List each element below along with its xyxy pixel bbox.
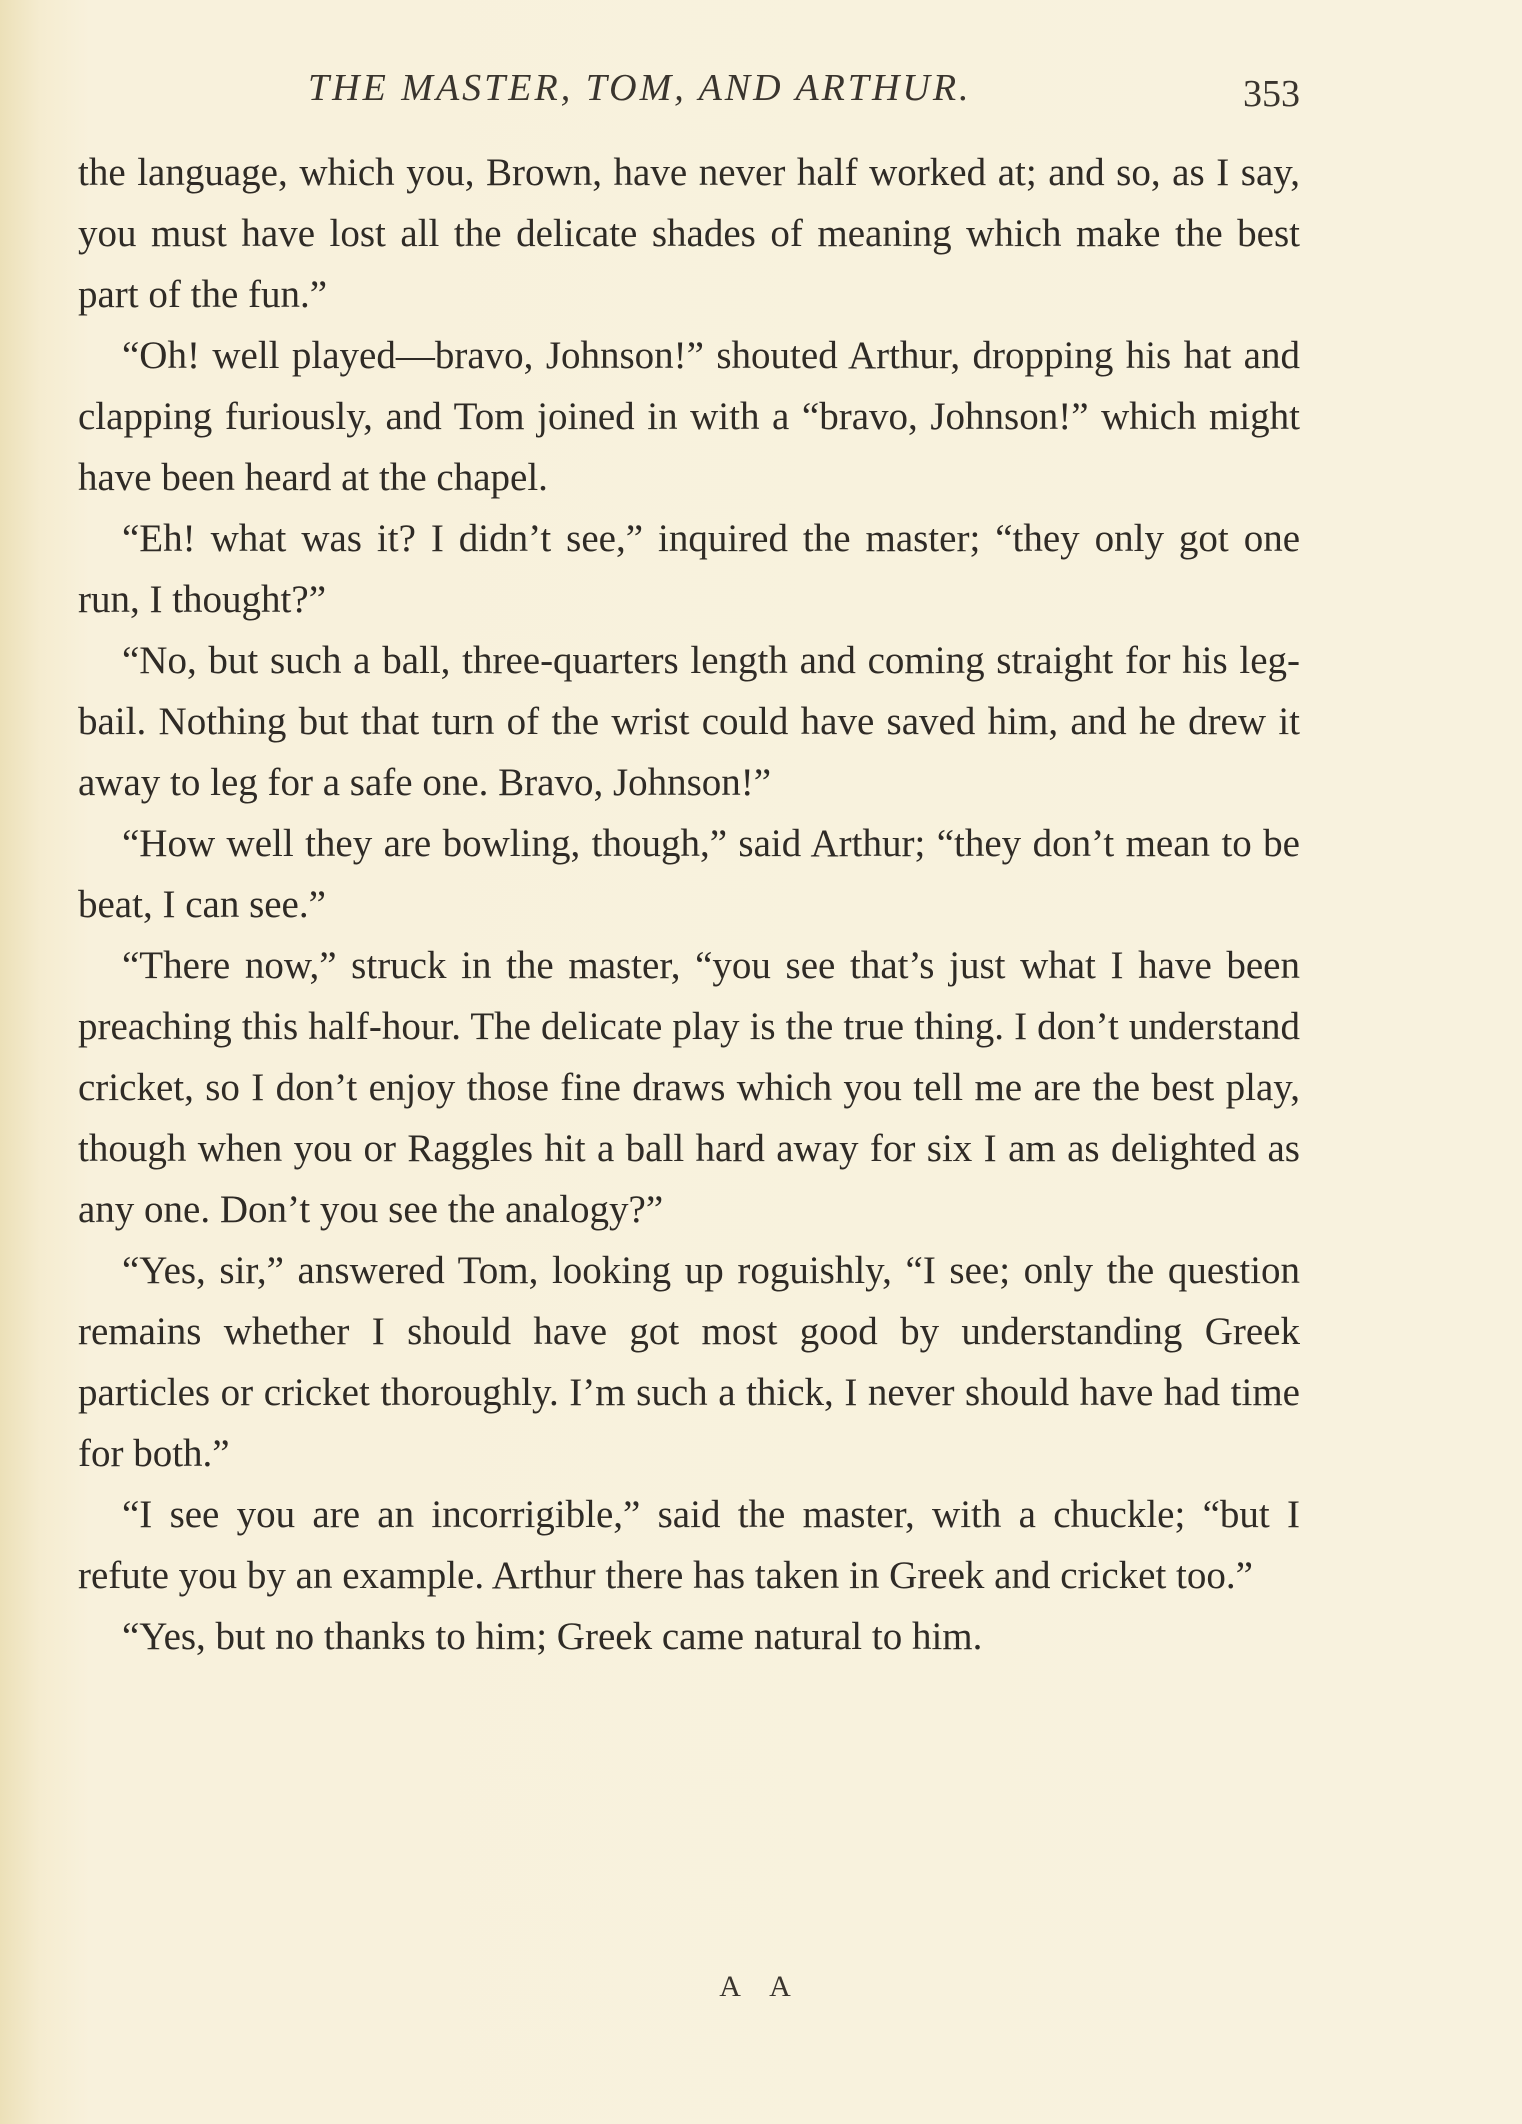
paragraph: “Yes, sir,” answered Tom, looking up roguishly, “I see; only the question remains whether I should have got most good by understanding Greek particles or cricket thoroughly. I’m such a thick, I never should have had time for both.” xyxy=(78,1249,1300,1475)
body-text xyxy=(78,142,1300,1667)
signature-mark: A A xyxy=(719,1970,803,2003)
paragraph: “Yes, but no thanks to him; Greek came natural to him. xyxy=(122,1615,983,1658)
paragraph: “Oh! well played—bravo, Johnson!” shouted Arthur, dropping his hat and clapping furiously, and Tom joined in with a “bravo, Johnson!” which might have been heard at the chapel. xyxy=(78,334,1300,499)
paragraph: “I see you are an incorrigible,” said the master, with a chuckle; “but I refute you by an example. Arthur there has taken in Greek and cricket too.” xyxy=(78,1493,1300,1597)
paragraph-continued: the language, which you, Brown, have never half worked at; and so, as I say, you must have lost all the delicate shades of meaning which make the best part of the fun.” xyxy=(78,151,1300,316)
paragraph: “Eh! what was it? I didn’t see,” inquired the master; “they only got one run, I thought?” xyxy=(78,517,1300,621)
page-header xyxy=(78,66,1300,126)
running-title: THE MASTER, TOM, AND ARTHUR. xyxy=(308,67,972,109)
paragraph: “No, but such a ball, three-quarters length and coming straight for his leg-bail. Nothing but that turn of the wrist could have saved him, and he drew it away to leg for a safe one. Bravo, Johnson!” xyxy=(78,639,1300,804)
paragraph: “There now,” struck in the master, “you see that’s just what I have been preaching this half-hour. The delicate play is the true thing. I don’t understand cricket, so I don’t enjoy those fine draws which you tell me are the best play, though when you or Raggles hit a ball hard away for six I am as delighted as any one. Don’t you see the analogy?” xyxy=(78,944,1300,1231)
paragraph: “How well they are bowling, though,” said Arthur; “they don’t mean to be beat, I can see.” xyxy=(78,822,1300,926)
page-number: 353 xyxy=(1243,73,1300,115)
